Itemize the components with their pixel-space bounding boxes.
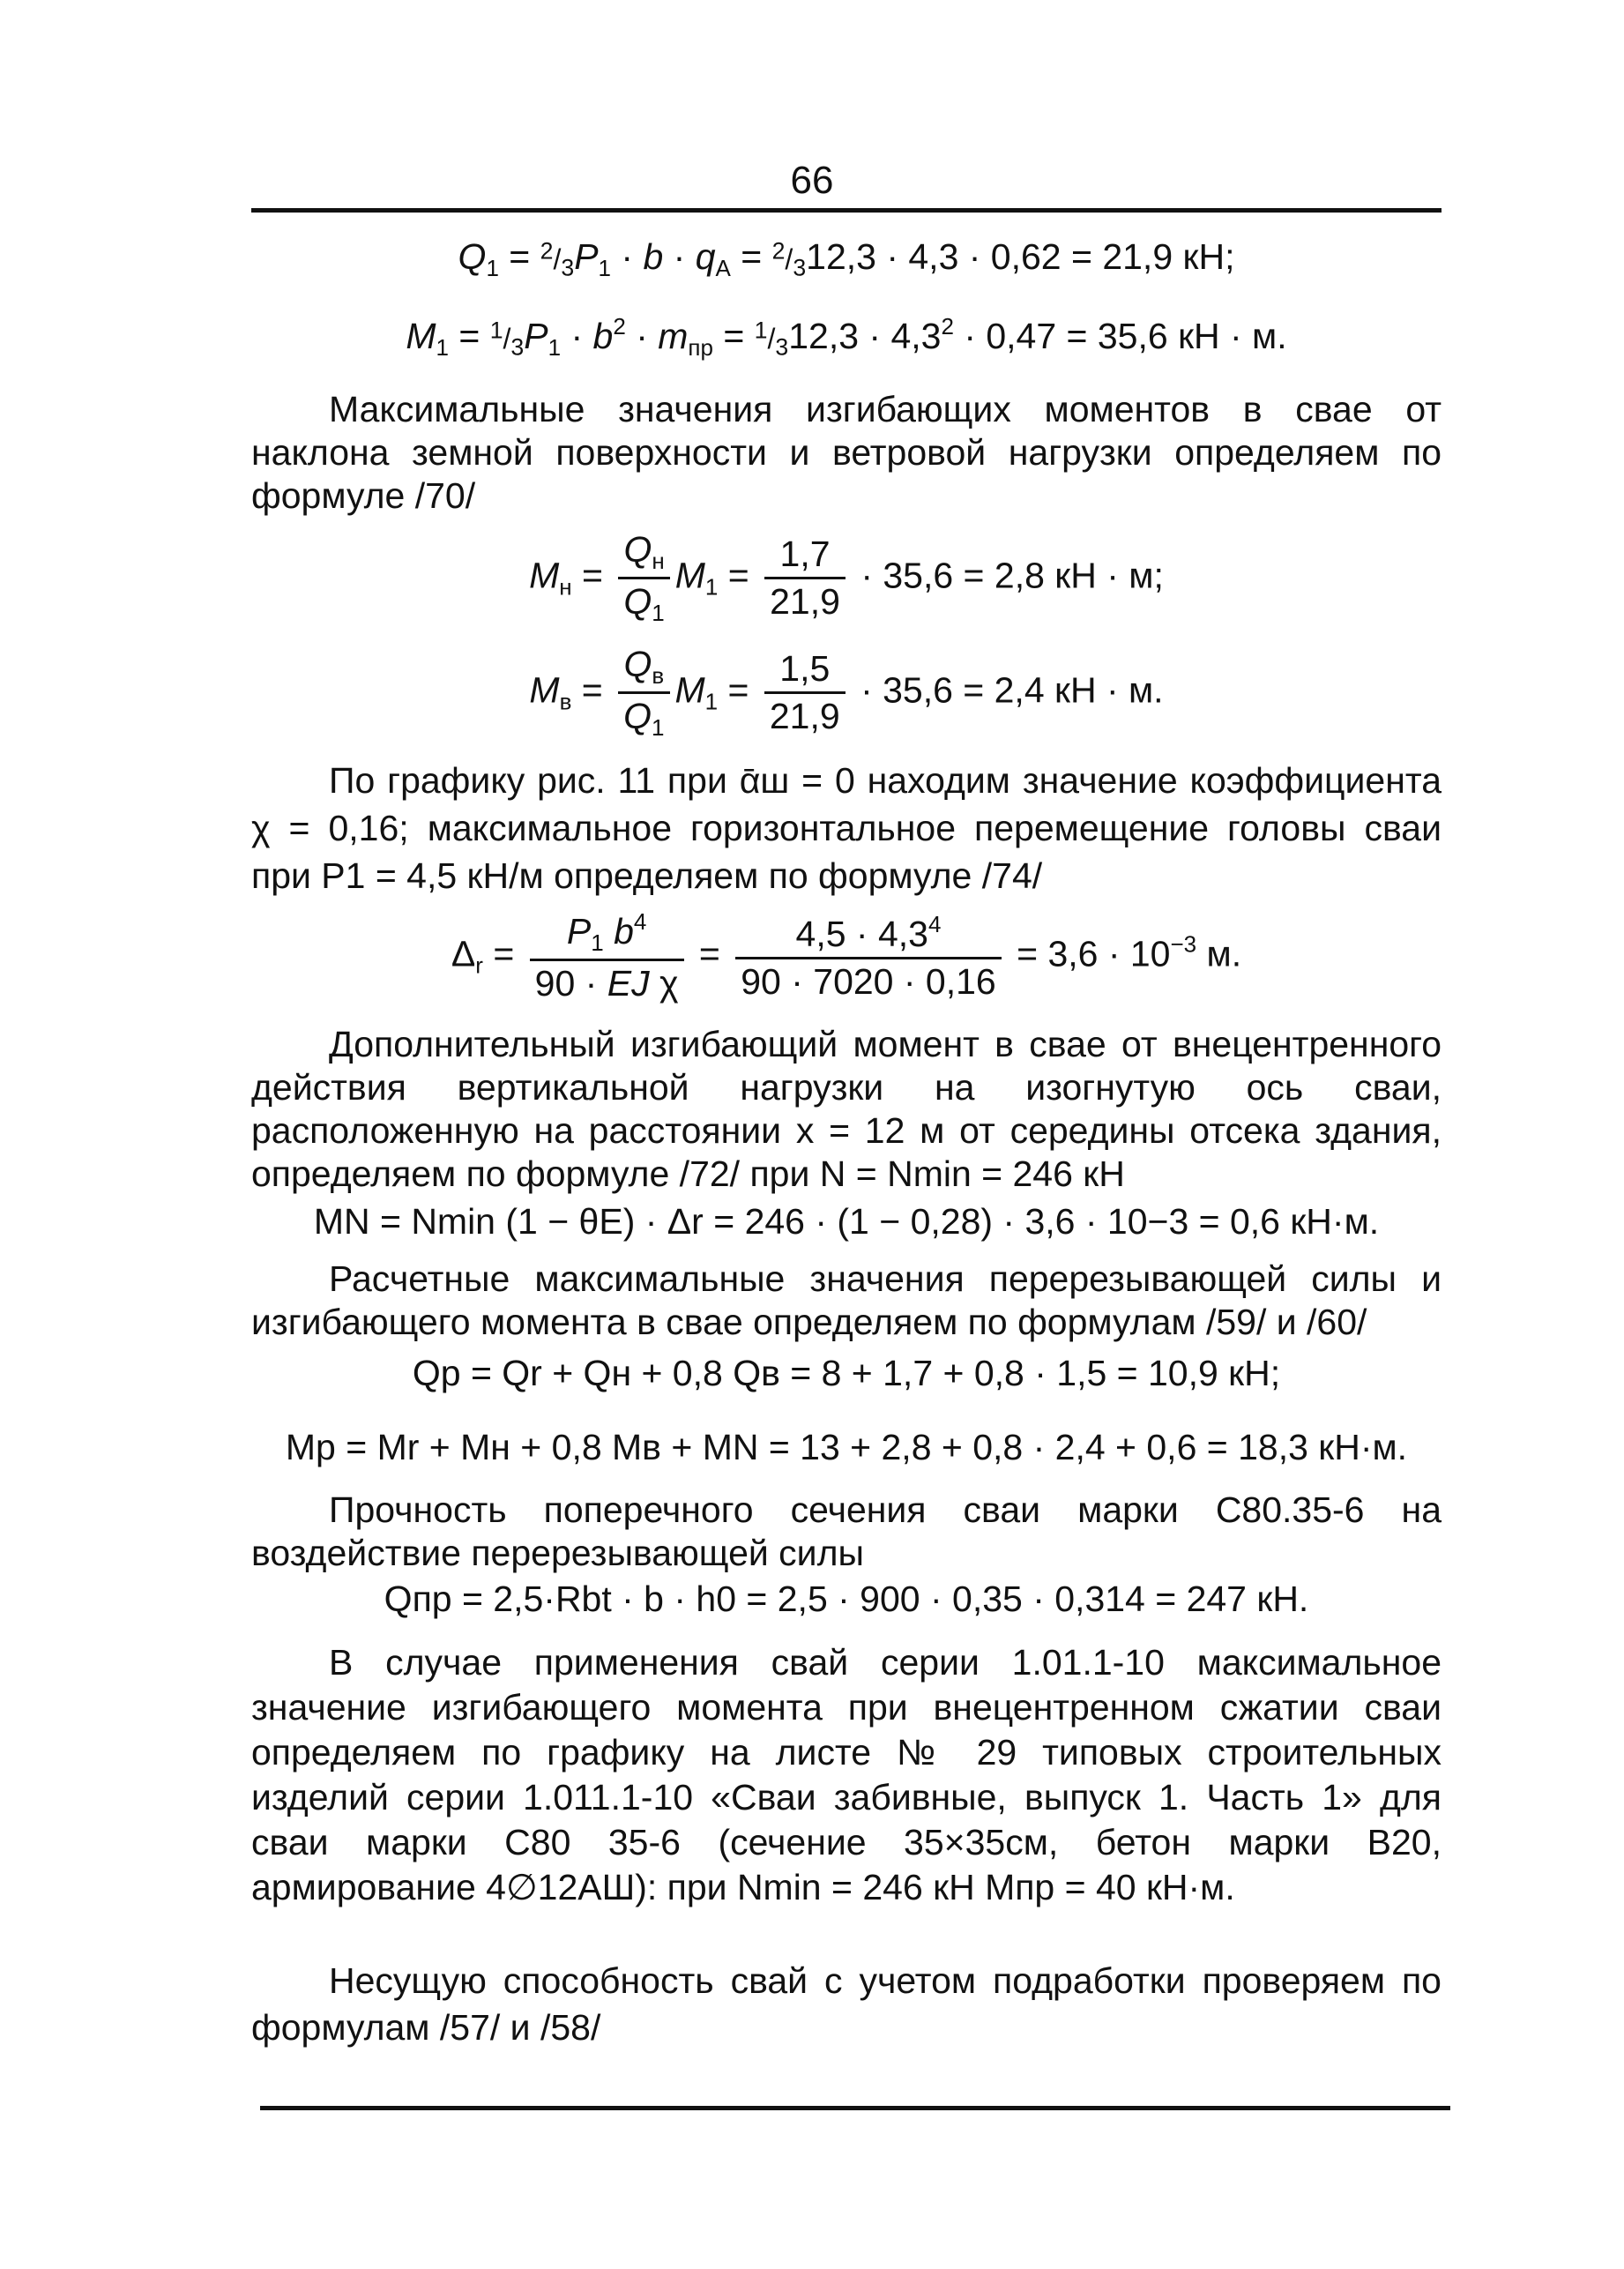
page-number: 66: [790, 159, 834, 202]
paragraph-bearing: Несущую способность свай с учетом подработки проверяем по формулам /57/ и /58/: [251, 1960, 1441, 2048]
paragraph-series: В случае применения свай серии 1.01.1-10 максимальное значение изгибающего момента при внецентренном сжатии сваи определяем по графику на листе № 29 типовых строительных изделий серии 1.011.1-10 «Сваи забивные, выпуск 1. Часть 1» для сваи марки С80 35-6 (сечение 35×35см, бетон марки В20, армирование 4∅12АШ): при Nmin = 246 кН Mпр = 40 кН·м.: [251, 1642, 1441, 1907]
header-rule: [251, 208, 1441, 213]
formula-m1-symbol: M: [406, 316, 436, 356]
formula-m1-rhs: 12,3 · 4,3: [788, 316, 942, 356]
formula-q1-rhs: 12,3 · 4,3 · 0,62 = 21,9 кН;: [806, 236, 1235, 277]
formula-mv-den: 21,9: [769, 696, 840, 736]
formula-delta-den: 90 · 7020 · 0,16: [741, 960, 996, 1002]
formula-mn-rhs: · 35,6 = 2,8 кН · м;: [850, 555, 1164, 596]
paragraph-strength: Прочность поперечного сечения сваи марки С80.35-6 на воздействие перерезывающей силы: [251, 1489, 1441, 1573]
formula-q1: $Q_1 = ^2/_3P_1 \cdot b \cdot q_A = ^2/_312,3 \cdot 4,3 \cdot 0,62 = 21,9$ кН;: [458, 236, 1235, 281]
formula-mn-num: 1,7: [764, 534, 846, 579]
paragraph-max-moments: Максимальные значения изгибающих моментов в свае от наклона земной поверхности и ветровой нагрузки определяем по формуле /70/: [251, 389, 1441, 516]
paragraph-design-values: Расчетные максимальные значения перерезывающей силы и изгибающего момента в свае определяем по формулам /59/ и /60/: [251, 1258, 1441, 1342]
formula-qpr: Qпр = 2,5·Rbt · b · h0 = 2,5 · 900 · 0,35 · 0,314 = 247 кН.: [384, 1579, 1309, 1619]
formula-mn: $M_н$ = $\frac{Q_н}{Q_1}$ $M_1$ = $\frac{1,7}{21,9}$ · 35,6 = 2,8 кН · м;: [529, 529, 1164, 626]
formula-mp: Mp = Mr + Mн + 0,8 Mв + MN = 13 + 2,8 + 0,8 · 2,4 + 0,6 = 18,3 кН·м.: [285, 1427, 1408, 1467]
formula-mn-den: 21,9: [770, 581, 840, 622]
footer-rule: [260, 2106, 1450, 2110]
formula-qp: Qp = Qr + Qн + 0,8 Qв = 8 + 1,7 + 0,8 · 1,5 = 10,9 кН;: [412, 1353, 1281, 1393]
paragraph-extra-moment: Дополнительный изгибающий момент в свае от внецентренного действия вертикальной нагрузки на изогнутую ось сваи, расположенную на расстоянии x = 12 м от середины отсека здания, определяем по формуле /72/ при N = Nmin = 246 кН: [251, 1024, 1441, 1194]
formula-delta-rhs: = 3,6 · 10: [1006, 933, 1171, 974]
paragraph-graph: По графику рис. 11 при ᾱш = 0 находим значение коэффициента χ = 0,16; максимальное горизонтальное перемещение головы сваи при P1 = 4,5 кН/м определяем по формуле /74/: [251, 760, 1441, 896]
formula-q1-symbol: Q: [458, 236, 487, 277]
formula-m1-rhs2: · 0,47 = 35,6 кН · м.: [953, 316, 1287, 356]
formula-mv: $M_в$ = $\frac{Q_в}{Q_1}$ $M_1$ = $\frac{1,5}{21,9}$ · 35,6 = 2,4 кН · м.: [529, 644, 1164, 741]
formula-delta: $\Delta_r$ = $\frac{P_1 b^4}{\text{90 · EJ χ}}$ = $\frac{4,5 \cdot 4,3^4}{90 \cdot 7020 \cdot 0,16}$ = $3,6 \cdot 10^{-3}$ м.: [451, 908, 1242, 1004]
formula-mN: MN = Nmin (1 − θE) · Δr = 246 · (1 − 0,28) · 3,6 · 10−3 = 0,6 кН·м.: [313, 1201, 1380, 1242]
formula-delta-exp: −3: [1170, 930, 1197, 958]
formula-mv-rhs: · 35,6 = 2,4 кН · м.: [850, 669, 1164, 711]
formula-delta-unit: м.: [1196, 933, 1242, 974]
formula-m1: $M_1 = ^1/_3P_1 \cdot b^2 \cdot m_{пр} = ^1/_312,3 \cdot 4,3^2 \cdot 0,47 = 35,6$ кН · м.: [406, 313, 1287, 361]
formula-delta-num: 4,5 · 4,3: [795, 913, 928, 954]
formula-mv-num: 1,5: [764, 648, 846, 694]
